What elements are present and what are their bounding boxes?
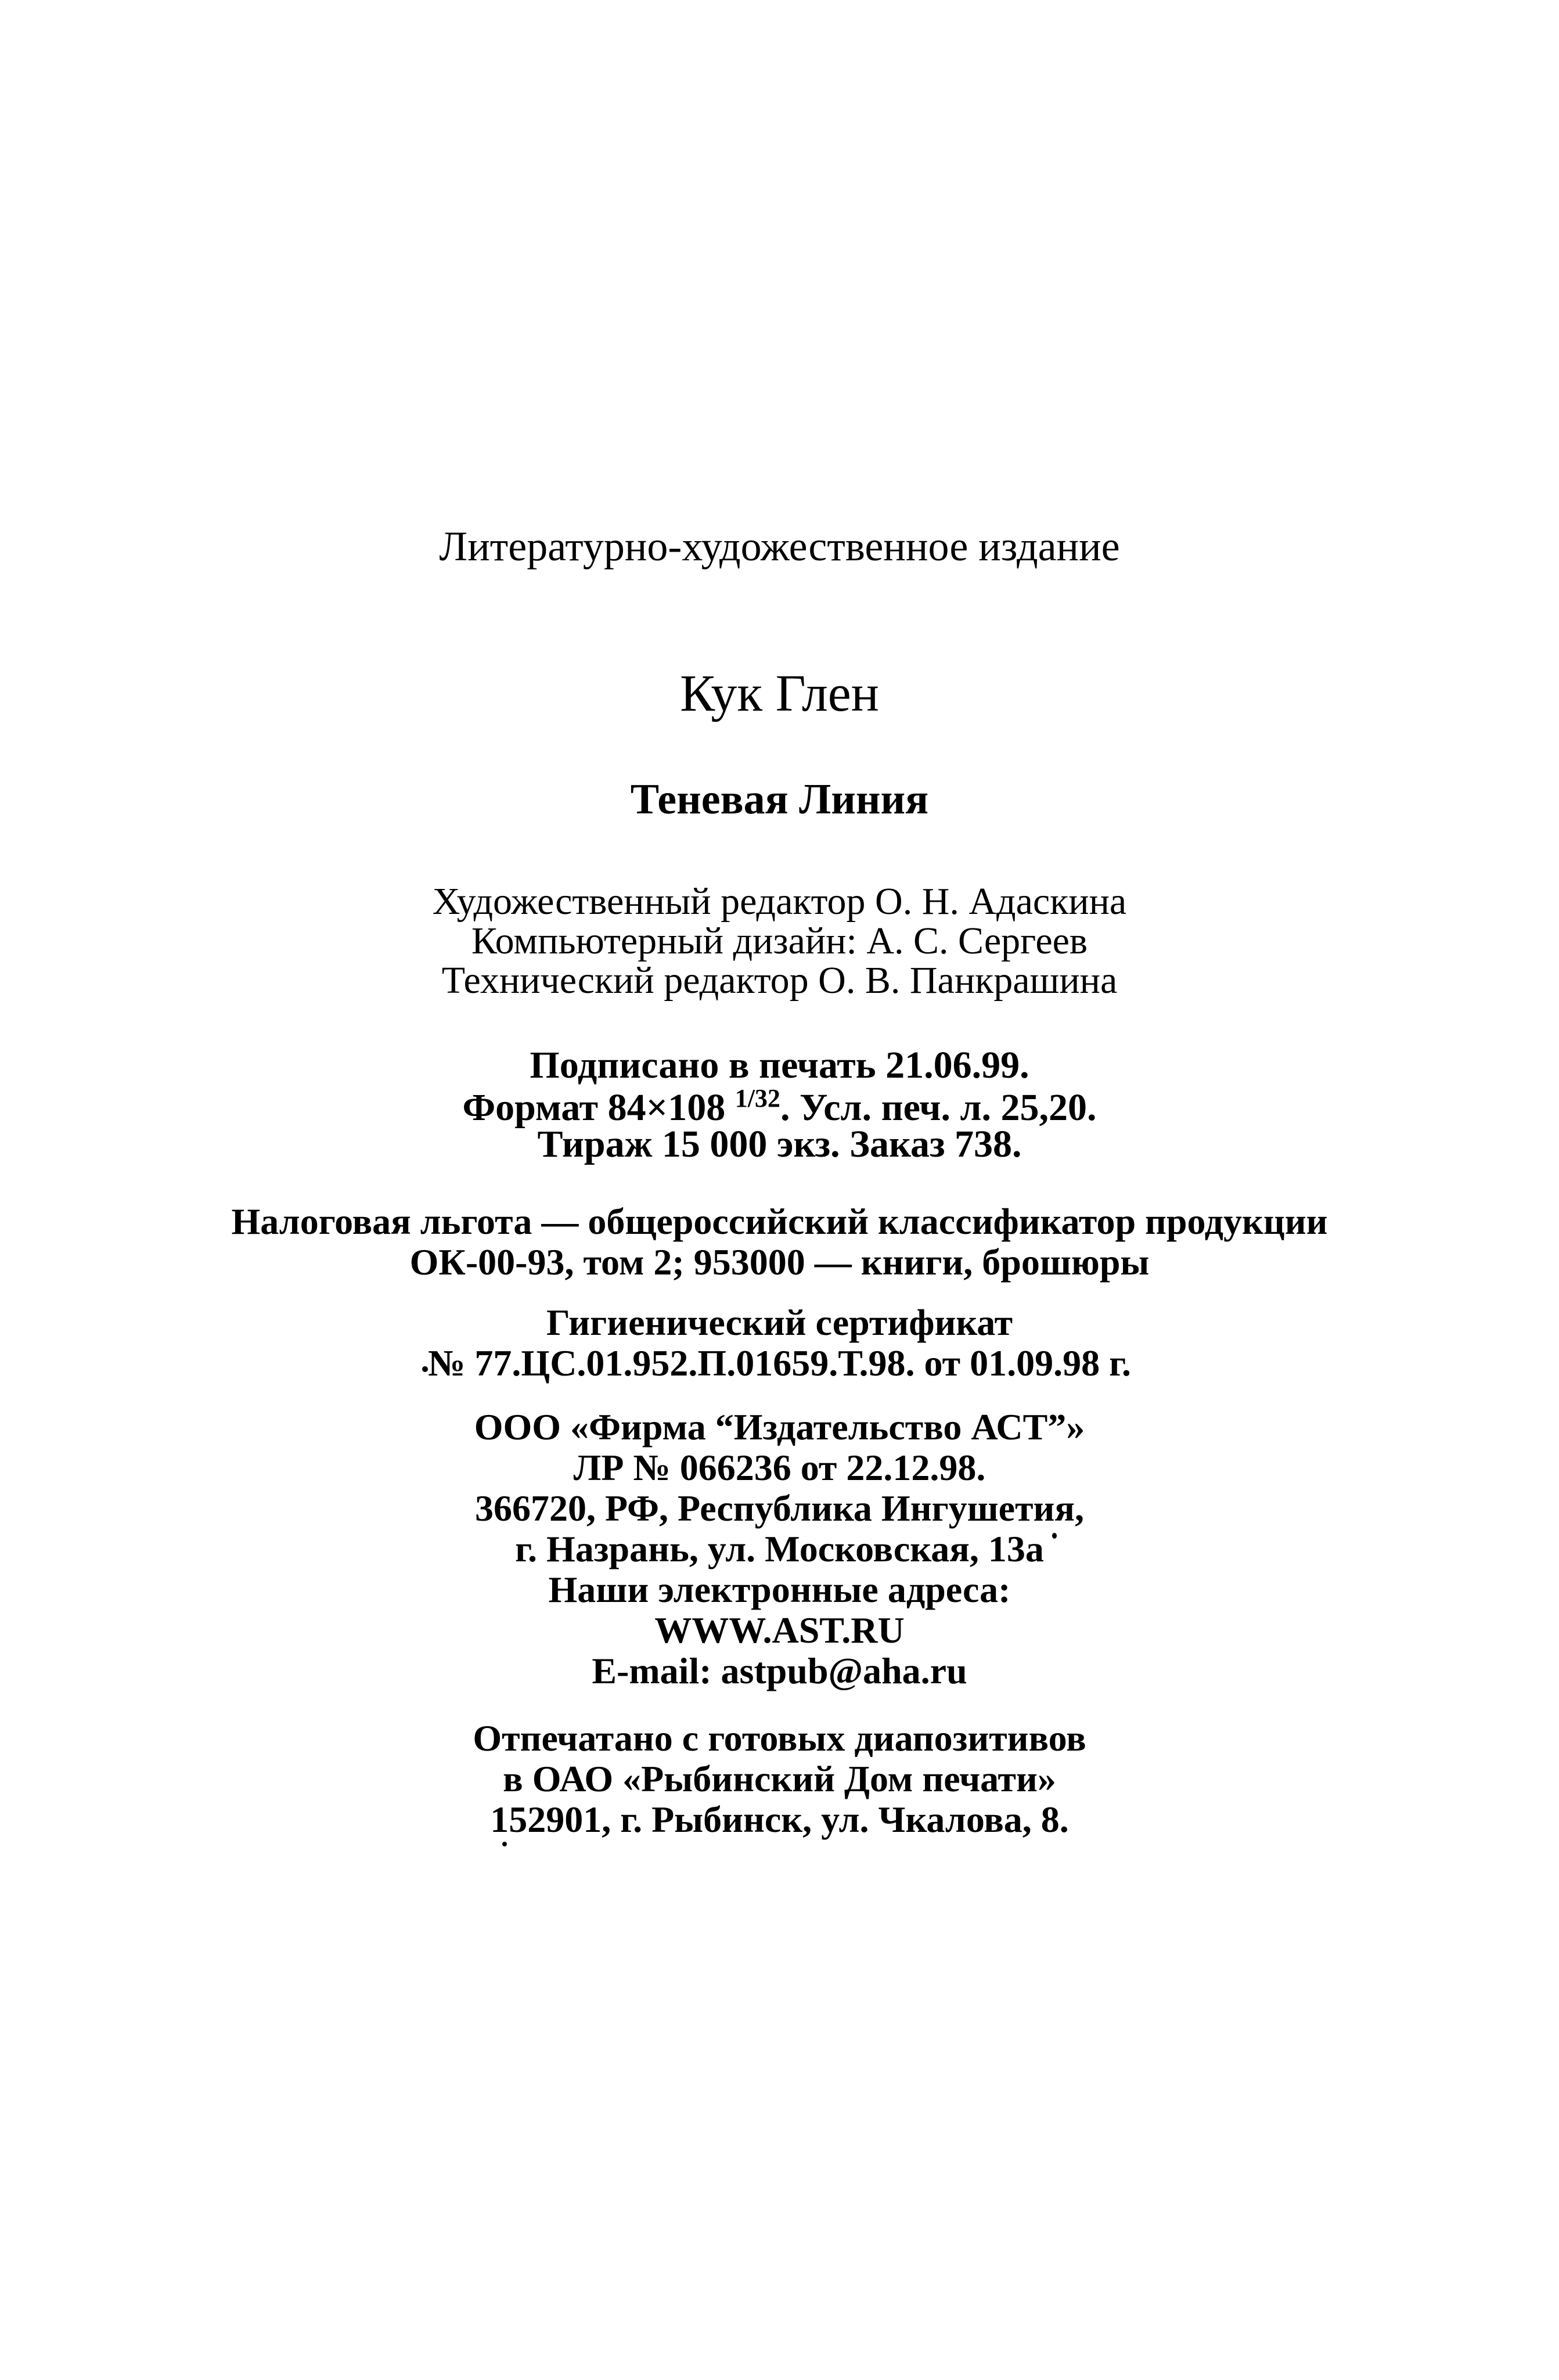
publisher-address-2: г. Назрань, ул. Московская, 13а [515,1528,1044,1569]
printer-line-3: 152901, г. Рыбинск, ул. Чкалова, 8. [490,1799,1069,1840]
hygiene-certificate-number: № 77.ЦС.01.952.П.01659.Т.98. от 01.09.98 г. [428,1342,1131,1384]
format-line [0,1086,1559,1127]
tax-line-1: Налоговая льгота — общероссийский классификатор продукции [231,1201,1328,1242]
format-suffix: . Усл. печ. л. 25,20. [780,1086,1097,1129]
format-prefix: Формат 84×108 [462,1086,735,1129]
tax-line-2: ОК-00-93, том 2; 953000 — книги, брошюры [409,1241,1150,1283]
publisher-name: ООО «Фирма “Издательство АСТ”» [474,1406,1085,1448]
printer-line-2: в ОАО «Рыбинский Дом печати» [503,1758,1056,1799]
technical-editor-line: Технический редактор О. В. Панкрашина [441,959,1118,1002]
printer-line-1: Отпечатано с готовых диапозитивов [473,1718,1086,1759]
publisher-address-1: 366720, РФ, Республика Ингушетия, [474,1488,1085,1529]
publisher-email-heading: Наши электронные адреса: [548,1569,1011,1610]
publisher-website: WWW.AST.RU [654,1610,905,1651]
signed-to-print-line: Подписано в печать 21.06.99. [530,1044,1029,1086]
format-fraction: 1/32 [735,1084,780,1112]
book-title: Теневая Линия [630,776,929,823]
print-speck [1052,1533,1057,1539]
imprint-type: Литературно-художественное издание [439,523,1120,570]
print-speck [502,1842,507,1846]
publisher-email: E-mail: astpub@aha.ru [592,1650,967,1691]
publisher-license: ЛР № 066236 от 22.12.98. [573,1447,986,1488]
author-name: Кук Глен [680,665,879,722]
computer-design-line: Компьютерный дизайн: А. С. Сергеев [471,920,1088,962]
print-speck [422,1366,428,1372]
hygiene-certificate-title: Гигиенический сертификат [546,1302,1013,1343]
art-editor-line: Художественный редактор О. Н. Адаскина [432,880,1127,923]
print-run-line: Тираж 15 000 экз. Заказ 738. [537,1123,1022,1165]
